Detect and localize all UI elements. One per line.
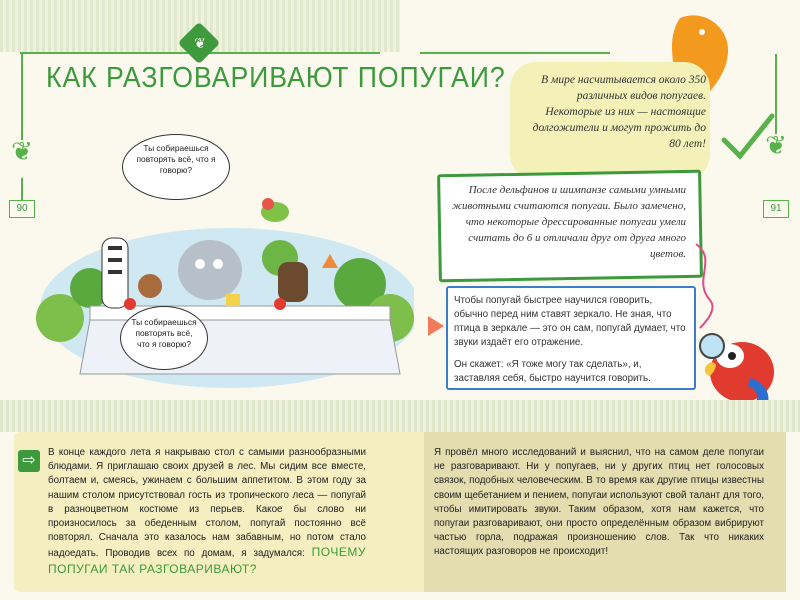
- speech-bubble-bottom-text: Ты собираешься повторять всё, что я говорю?: [131, 317, 197, 349]
- speech-bubble-bottom: [120, 306, 208, 370]
- leaf-icon: ❦: [765, 130, 787, 160]
- left-frame-line: [21, 54, 23, 140]
- dinner-party-illustration: [30, 198, 414, 394]
- page-number-left: 90: [9, 200, 35, 218]
- leaf-icon: ❦: [194, 35, 206, 51]
- fact-blue-text: [454, 294, 686, 386]
- page-number-right: 91: [763, 200, 789, 218]
- page-title: КАК РАЗГОВАРИВАЮТ ПОПУГАИ?: [46, 62, 506, 94]
- leaf-icon: ❦: [11, 136, 33, 166]
- story-right-text: Я провёл много исследований и выяснил, что на самом деле попугаи не разговаривают. Ни у попугаев, ни у других птиц нет голосовых связок, подобных человеческим. В то время как другие птицы известны своим щебетанием и пением, попугаи используют свой талант для того, чтобы имитировать звуки. Таким образом, хотя нам кажется, что попугаи разговаривают, они просто определённым образом вибрируют частью горла, подражая произношению слов. Так что никаких настоящих разговоров не происходит!: [434, 447, 764, 558]
- fact-yellow-text: В мире насчитывается около 350 различных видов попугаев. Некоторые из них — настоящие долгожители и могут прожить до 80 лет!: [532, 74, 706, 150]
- header-divider-right: [420, 52, 610, 54]
- grass-stripe: [0, 400, 800, 432]
- speech-bubble-top: [122, 134, 230, 200]
- story-left-text: [48, 446, 366, 578]
- fact-green-text: После дельфинов и шимпанзе самыми умными животными считаются попугаи. Было замечено, что некоторые дрессированные попугаи умели считать до 6 и отличали друг от друга много цветов.: [451, 184, 686, 260]
- fact-blue-paragraph-2: Он скажет: «Я тоже могу так сделать», и, заставляя себя, быстро научится говорить.: [454, 359, 651, 384]
- speech-bubble-top-text: Ты собираешься повторять всё, что я говорю?: [136, 143, 216, 175]
- arrow-right-icon: ⇨: [18, 450, 40, 472]
- pointer-arrow-icon: [428, 316, 444, 336]
- story-question: ПОЧЕМУ ПОПУГАИ ТАК РАЗГОВАРИВАЮТ?: [48, 545, 366, 576]
- fact-blue-paragraph-1: Чтобы попугай быстрее научился говорить, обычно перед ним ставят зеркало. Не зная, что птица в зеркале — это он сам, попугай думает, что звуки издаёт его отражение.: [454, 295, 686, 348]
- left-frame-line-lower: [21, 178, 23, 200]
- checkmark-icon: [718, 110, 778, 170]
- story-left-paragraph: В конце каждого лета я накрываю стол с самыми разнообразными блюдами. Я приглашаю своих друзей в лес. Мы сидим все вместе, болтаем и, смеясь, ужинаем с большим аппетитом. В этом году за нашим столом присутствовал гость из тропического леса — попугай в разноцветном костюме из перьев. Какое бы слово ни произносилось за обеденным столом, попугай постоянно всё повторял. Сначала это казалось нам забавным, но потом стало надоедать. Проводив всех по домам, я задумался:: [48, 447, 366, 560]
